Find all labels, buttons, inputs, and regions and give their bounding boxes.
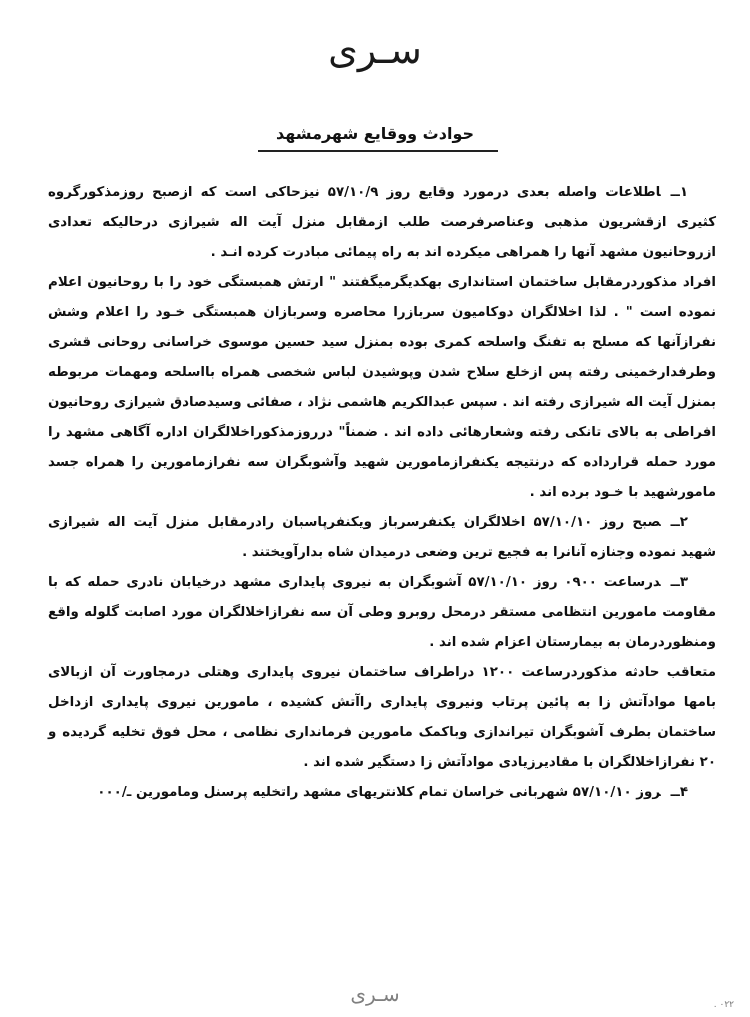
title-underline	[258, 150, 498, 152]
paragraph-text: متعاقب حادثه مذکوردرساعت ۱۲۰۰ دراطراف ساختمان نیروی پایداری وهتلی درمجاورت آن ازبالای بامها موادآتش زا به پائین پرتاب ونیروی پایداری راآتش کشیده ، مامورین نیروی پایداری ازداخل ساختمان بطرف آشوبگران تیراندازی وباکمک مامورین فرمانداری نظامی ، محل فوق تخلیه گردیده و ۲۰ نفرازاخلالگران با مقادیرزیادی موادآتش زا دستگیر شده اند .	[48, 665, 716, 770]
paragraph-1	[48, 178, 716, 268]
paragraph-3	[48, 568, 716, 658]
paragraph-2	[48, 508, 716, 568]
page-mark: ۰۲۲ .	[713, 1000, 734, 1010]
paragraph-number: ۴ــ	[670, 785, 688, 800]
paragraph-text: صبح روز ۵۷/۱۰/۱۰ اخلالگران یکنفرسرباز ویکنفرپاسبان رادرمقابل منزل آیت اله شیرازی شهید نموده وجنازه آنانرا به فجیع ترین وضعی درمیدان شاه بدارآویختند .	[48, 515, 716, 560]
paragraph-text: افراد مذکوردرمقابل ساختمان استانداری بهکدیگرمیگفتند " ارتش همبستگی خود را با روحانیون اعلام نموده است " . لذا اخلالگران دوکامیون سربازرا محاصره وسربازان همبستگی خـود را اعلام وشش نفرازآنها که مسلح به تفنگ واسلحه کمری بوده بمنزل سید حسین موسوی خراسانی روحانی قشری وطرفدارخمینی رفته پس ازخلع سلاح شدن وپوشیدن لباس شخصی همراه بااسلحه ومهمات مربوطه بمنزل آیت اله شیرازی رفته اند . سپس عبدالکریم هاشمی نژاد ، صفائی وسیدصادق شیرازی روحانیون افراطی به بالای تانکی رفته وشعارهائی داده اند . ضمناً" درروزمذکوراخلالگران اداره آگاهی مشهد را مورد حمله قرارداده که درنتیجه یکنفرازمامورین شهید وآشوبگران سه نفرازمامورین را همراه جسد مامورشهید با خـود برده اند .	[48, 275, 716, 500]
document-body	[48, 178, 716, 808]
paragraph-text: روز ۵۷/۱۰/۱۰ شهربانی خراسان تمام کلانتریهای مشهد راتخلیه پرسنل ومامورین ـ/۰۰۰	[97, 785, 661, 800]
paragraph-4	[48, 778, 716, 808]
paragraph-text: اطلاعات واصله بعدی درمورد وقایع روز ۵۷/۱۰/۹ نیزحاکی است که ازصبح روزمذکورگروه کثیری ازقشریون مذهبی وعناصرفرصت طلب ازمقابل منزل آیت اله شیرازی درحالیکه تعدادی ازروحانیون مشهد آنها را همراهی میکرده اند به راه پیمائی مبادرت کرده انـد .	[48, 185, 716, 260]
classification-footer: سـری	[350, 982, 400, 1006]
paragraph-text: درساعت ۰۹۰۰ روز ۵۷/۱۰/۱۰ آشوبگران به نیروی پایداری مشهد درخیابان نادری حمله که با مقاومت مامورین انتظامی مستقر درمحل روبرو وطی آن سه نفرازاخلالگران مورد اصابت گلوله واقع ومنظوردرمان به بیمارستان اعزام شده اند .	[48, 575, 716, 650]
classification-header: سـری	[328, 28, 422, 72]
paragraph-number: ۲ــ	[670, 515, 688, 530]
paragraph-number: ۳ــ	[670, 575, 689, 590]
paragraph-1-continued	[48, 268, 716, 508]
paragraph-3-continued	[48, 658, 716, 778]
paragraph-number: ۱ــ	[670, 185, 688, 200]
document-title: حوادث ووقایع شهرمشهد	[275, 124, 475, 143]
